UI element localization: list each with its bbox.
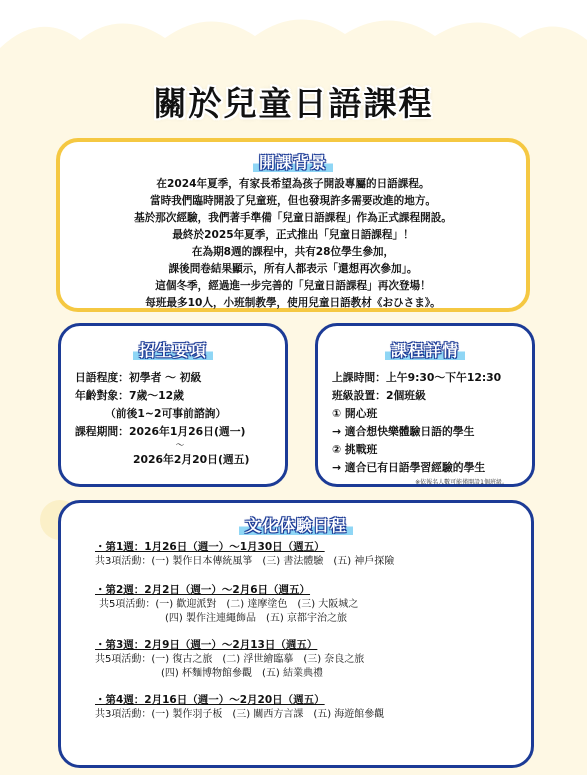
period-tilde: ～ [175,441,185,451]
age-field: 年齡對象：7歲～12歲 [75,389,184,402]
background-line: 當時我們臨時開設了兒童班，但也發現許多需要改進的地方。 [149,195,437,207]
background-line: 課後問卷結果顯示，所有人都表示「還想再次參加」。 [168,263,418,275]
details-note: ※依報名人數可能僅開設1個班級。 [415,479,508,486]
background-heading: 開課背景 [60,150,526,173]
page-title: 關於兒童日語課程 [153,84,434,123]
background-text [60,176,526,312]
week-activities: 共5項活動：(一) 歡迎派對 (二) 達摩塗色 (三) 大阪城之 [99,599,359,610]
week-activities: 共3項活動：(一) 製作日本傳統風箏 (三) 書法體驗 (五) 神戶探險 [95,556,395,567]
period-field: 課程期間：2026年1月26日(週一) [75,425,246,438]
details-heading: 課程詳情 [318,338,532,361]
period-end: 2026年2月20日(週五) [133,453,250,466]
class1-label: ① 開心班 [332,407,378,420]
background-line: 在為期8週的課程中，共有28位學生參加， [191,246,395,258]
scallop-header-decoration [0,0,587,70]
background-line: 每班最多10人，小班制教學，使用兒童日語教材《おひさま》。 [145,297,441,309]
enrollment-heading: 招生要項 [61,338,285,361]
background-line: 基於那次經驗，我們著手準備「兒童日語課程」作為正式課程開設。 [134,212,452,224]
schedule-body [61,536,531,722]
week-activities: (四) 杯麵博物館參觀 (五) 結業典禮 [161,668,323,679]
details-section [315,323,535,487]
week-activities: 共5項活動：(一) 復古之旅 (二) 浮世繪臨摹 (三) 奈良之旅 [95,654,365,665]
schedule-section [58,500,534,768]
week-title: ・第3週：2月9日（週一）～2月13日（週五） [95,639,318,651]
background-section [56,138,530,312]
class2-label: ② 挑戰班 [332,443,378,456]
week-4 [95,693,531,722]
enrollment-section [58,323,288,487]
enrollment-body [61,361,285,469]
details-body [318,361,532,486]
week-activities: (四) 製作注連繩飾品 (五) 京都宇治之旅 [165,613,347,624]
week-3 [95,638,531,681]
classes-field: 班級設置：2個班級 [332,389,426,402]
background-line: 這個冬季，經過進一步完善的「兒童日語課程」再次登場！ [155,280,431,292]
time-field: 上課時間：上午9:30～下午12:30 [332,371,502,384]
week-title: ・第4週：2月16日（週一）～2月20日（週五） [95,694,325,706]
level-field: 日語程度：初學者 ～ 初級 [75,371,202,384]
schedule-heading: 文化体験日程 [61,513,531,536]
week-2 [95,583,531,626]
background-line: 在2024年夏季，有家長希望為孩子開設專屬的日語課程。 [156,178,430,190]
class2-desc: → 適合已有日語學習經驗的學生 [332,461,486,474]
week-title: ・第2週：2月2日（週一）～2月6日（週五） [95,584,311,596]
week-activities: 共3項活動：(一) 製作羽子板 (三) 關西方言課 (五) 海遊館參觀 [95,709,385,720]
week-1 [95,540,531,569]
class1-desc: → 適合想快樂體驗日語的學生 [332,425,475,438]
week-title: ・第1週：1月26日（週一）～1月30日（週五） [95,541,325,553]
age-note: （前後1~2可事前諮詢） [105,407,227,420]
background-line: 最終於2025年夏季，正式推出「兒童日語課程」！ [172,229,414,241]
